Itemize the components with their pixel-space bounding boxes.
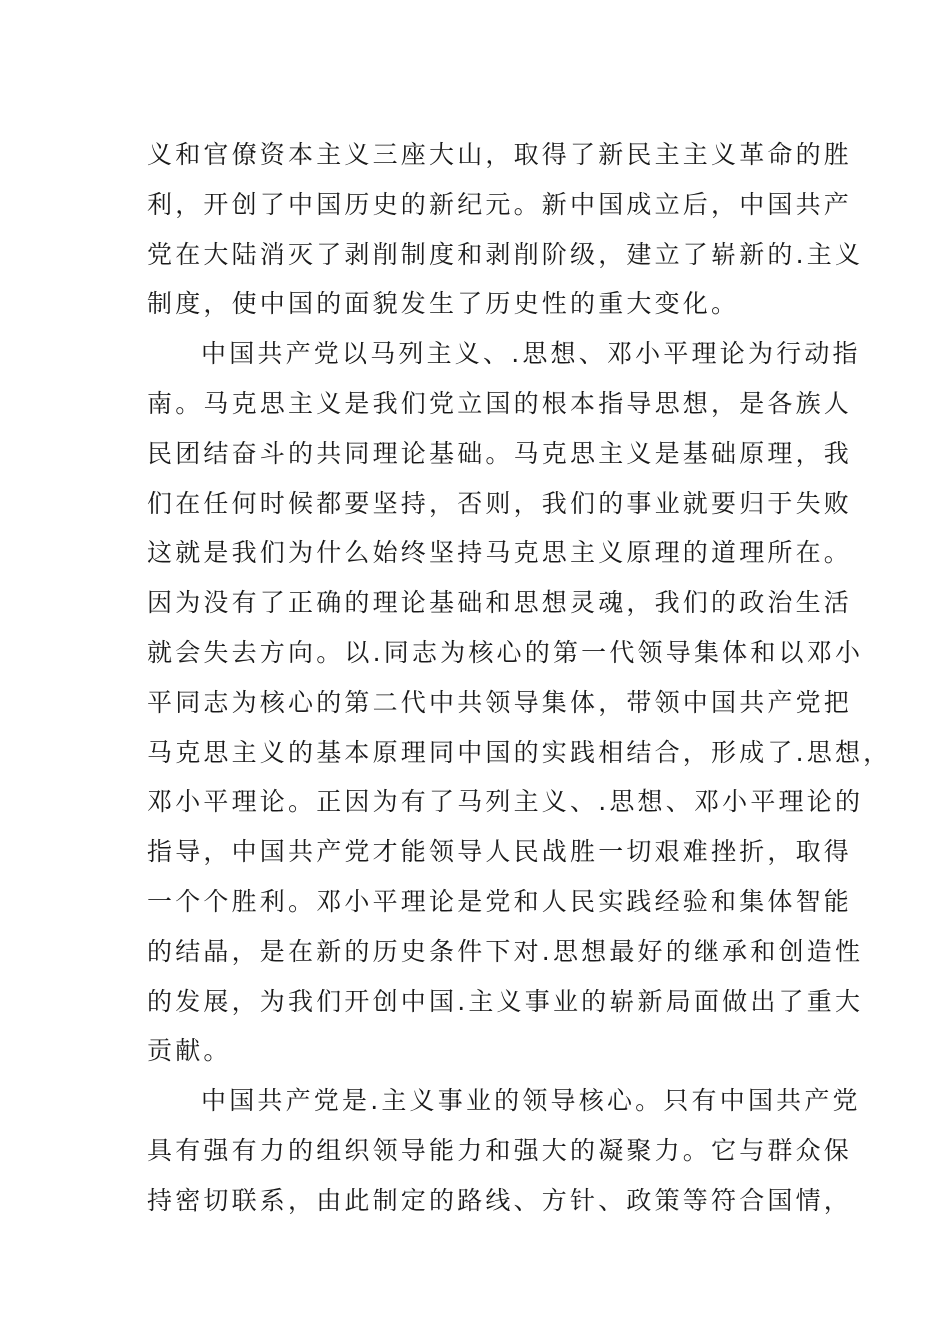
paragraph-1-line-4: 制度，使中国的面貌发生了历史性的重大变化。 (147, 289, 740, 319)
paragraph-2-line-8: 平同志为核心的第二代中共领导集体，带领中国共产党把 (147, 687, 853, 717)
paragraph-2-line-3: 民团结奋斗的共同理论基础。马克思主义是基础原理，我 (147, 438, 853, 468)
paragraph-2-line-12: 一个个胜利。邓小平理论是党和人民实践经验和集体智能 (147, 886, 853, 916)
paragraph-2-line-15: 贡献。 (147, 1036, 232, 1066)
paragraph-2-line-14: 的发展，为我们开创中国.主义事业的崭新局面做出了重大 (147, 986, 864, 1016)
paragraph-1-line-2: 利，开创了中国历史的新纪元。新中国成立后，中国共产 (147, 189, 853, 219)
paragraph-2-line-6: 因为没有了正确的理论基础和思想灵魂，我们的政治生活 (147, 588, 853, 618)
paragraph-1-line-3: 党在大陆消灭了剥削制度和剥削阶级，建立了崭新的.主义 (147, 239, 864, 269)
paragraph-1-line-1: 义和官僚资本主义三座大山，取得了新民主主义革命的胜 (147, 140, 853, 169)
paragraph-3-line-3: 持密切联系，由此制定的路线、方针、政策等符合国情， (147, 1185, 853, 1215)
paragraph-2-line-9: 马克思主义的基本原理同中国的实践相结合，形成了.思想， (147, 737, 892, 767)
paragraph-2-line-11: 指导，中国共产党才能领导人民战胜一切艰难挫折，取得 (147, 837, 853, 867)
paragraph-2-line-13: 的结晶，是在新的历史条件下对.思想最好的继承和创造性 (147, 936, 864, 966)
paragraph-2-line-2: 南。马克思主义是我们党立国的根本指导思想，是各族人 (147, 388, 853, 418)
paragraph-3-line-1: 中国共产党是.主义事业的领导核心。只有中国共产党 (201, 1086, 861, 1116)
paragraph-2-line-4: 们在任何时候都要坚持，否则，我们的事业就要归于失败 (147, 488, 853, 518)
paragraph-2-line-10: 邓小平理论。正因为有了马列主义、.思想、邓小平理论的 (147, 787, 864, 817)
paragraph-2-line-7: 就会失去方向。以.同志为核心的第一代领导集体和以邓小 (147, 637, 864, 667)
paragraph-3-line-2: 具有强有力的组织领导能力和强大的凝聚力。它与群众保 (147, 1135, 853, 1165)
paragraph-2-line-5: 这就是我们为什么始终坚持马克思主义原理的道理所在。 (147, 538, 853, 568)
body-text (147, 130, 892, 1226)
paragraph-2-line-1: 中国共产党以马列主义、.思想、邓小平理论为行动指 (201, 339, 861, 369)
